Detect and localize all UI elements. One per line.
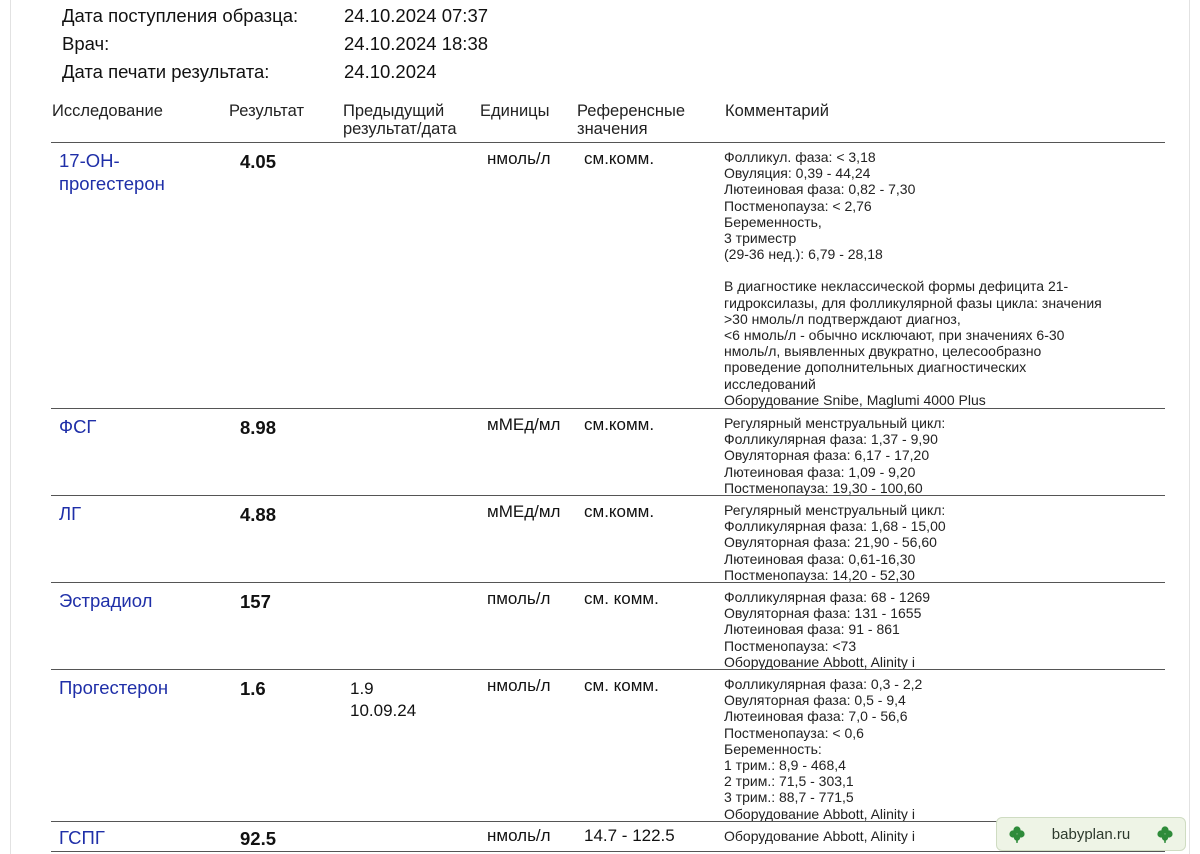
previous-date: 10.09.24	[350, 701, 417, 720]
header-comment: Комментарий	[725, 102, 829, 120]
comment-line: Овуляторная фаза: 6,17 - 17,20	[724, 447, 930, 464]
unit-value: нмоль/л	[487, 149, 551, 168]
comment-line: <6 нмоль/л - обычно исключают, при значениях 6-30	[724, 327, 1065, 344]
divider	[51, 851, 1165, 852]
comment-line: Постменопауза: < 0,6	[724, 724, 864, 741]
table-row	[11, 409, 1191, 494]
comment-line: Фолликул. фаза: < 3,18	[724, 149, 876, 165]
watermark-badge	[996, 817, 1186, 851]
clover-icon	[1007, 824, 1027, 844]
comment-line: Постменопауза: <73	[724, 637, 857, 654]
table-row	[11, 143, 1191, 408]
comment-line: Оборудование Snibe, Maglumi 4000 Plus	[724, 391, 986, 408]
comment-line: 3 триместр	[724, 230, 797, 247]
comment-line: (29-36 нед.): 6,79 - 28,18	[724, 246, 883, 263]
comment-line: Постменопауза: 19,30 - 100,60	[724, 479, 923, 496]
header-reference-line1: Референсные	[577, 102, 686, 120]
header-previous-line1: Предыдущий	[343, 102, 445, 120]
header-previous	[343, 102, 457, 138]
meta-label: Дата поступления образца:	[62, 5, 299, 26]
comment-line: Регулярный менструальный цикл:	[724, 415, 946, 431]
comment-line: Беременность,	[724, 213, 822, 230]
comment-line: Овуляторная фаза: 21,90 - 56,60	[724, 534, 937, 551]
comment-line: В диагностике неклассической формы дефицита 21-	[724, 278, 1069, 295]
comment-line: 2 трим.: 71,5 - 303,1	[724, 773, 854, 790]
result-value: 4.88	[240, 504, 277, 525]
watermark-text: babyplan.ru	[1051, 825, 1131, 843]
comment-text	[724, 149, 1164, 408]
unit-value: нмоль/л	[487, 676, 551, 695]
test-name: ГСПГ	[59, 827, 105, 848]
comment-line: Постменопауза: < 2,76	[724, 197, 872, 214]
comment-line: Оборудование Abbott, Alinity i	[724, 653, 915, 670]
table-row	[11, 496, 1191, 581]
result-value: 92.5	[240, 828, 277, 849]
lab-report-page	[10, 0, 1190, 854]
report-meta	[62, 2, 488, 86]
comment-line: Лютеиновая фаза: 0,82 - 7,30	[724, 181, 916, 198]
test-name: ЛГ	[59, 503, 82, 524]
reference-value: см.комм.	[584, 502, 655, 521]
comment-text	[724, 415, 1164, 496]
comment-line: Оборудование Abbott, Alinity i	[724, 805, 915, 822]
meta-value: 24.10.2024	[344, 61, 437, 82]
test-name-line: прогестерон	[59, 173, 165, 194]
comment-line: Беременность:	[724, 740, 822, 757]
comment-line: Постменопауза: 14,20 - 52,30	[724, 566, 915, 583]
comment-line: Лютеиновая фаза: 7,0 - 56,6	[724, 708, 908, 725]
comment-text	[724, 589, 1164, 670]
comment-line: гидроксилазы, для фолликулярной фазы цикла: значения	[724, 294, 1102, 311]
comment-text	[724, 676, 1164, 822]
comment-line: Овуляторная фаза: 131 - 1655	[724, 605, 922, 622]
meta-label: Врач:	[62, 33, 110, 54]
comment-line: Овуляторная фаза: 0,5 - 9,4	[724, 692, 906, 709]
header-result: Результат	[229, 102, 305, 120]
header-units: Единицы	[480, 102, 550, 120]
table-row	[11, 583, 1191, 668]
result-value: 8.98	[240, 417, 277, 438]
comment-line: Овуляция: 0,39 - 44,24	[724, 165, 871, 182]
clover-icon	[1155, 824, 1175, 844]
comment-line: Лютеиновая фаза: 0,61-16,30	[724, 550, 916, 567]
header-reference	[577, 102, 685, 138]
unit-value: мМЕд/мл	[487, 502, 561, 521]
comment-text	[724, 502, 1164, 583]
test-name	[59, 149, 209, 195]
comment-line: нмоль/л, выявленных двукратно, целесообразно	[724, 343, 1042, 360]
previous-value: 1.9	[350, 679, 374, 698]
header-test: Исследование	[52, 102, 163, 120]
test-name: Прогестерон	[59, 677, 169, 698]
result-value: 1.6	[240, 678, 266, 699]
reference-value: 14.7 - 122.5	[584, 826, 675, 845]
comment-line: 3 трим.: 88,7 - 771,5	[724, 789, 854, 806]
comment-line: проведение дополнительных диагностических	[724, 359, 1027, 376]
table-row	[11, 670, 1191, 820]
unit-value: пмоль/л	[487, 589, 551, 608]
comment-line: Фолликулярная фаза: 68 - 1269	[724, 589, 931, 605]
previous-result	[350, 678, 416, 722]
comment-line: 1 трим.: 8,9 - 468,4	[724, 757, 846, 774]
comment-line: Фолликулярная фаза: 0,3 - 2,2	[724, 676, 923, 692]
comment-line: Фолликулярная фаза: 1,37 - 9,90	[724, 431, 938, 448]
comment-line: исследований	[724, 375, 816, 392]
meta-label: Дата печати результата:	[62, 61, 270, 82]
test-name-line: 17-ОН-	[59, 150, 120, 171]
meta-row-doctor	[62, 30, 488, 58]
comment-line: Лютеиновая фаза: 91 - 861	[724, 621, 900, 638]
header-previous-line2: результат/дата	[343, 120, 457, 138]
meta-value: 24.10.2024 07:37	[344, 5, 489, 26]
comment-line: >30 нмоль/л подтверждают диагноз,	[724, 310, 961, 327]
reference-value: см. комм.	[584, 676, 659, 695]
comment-line: Оборудование Abbott, Alinity i	[724, 828, 915, 844]
meta-row-print-date	[62, 58, 488, 86]
unit-value: нмоль/л	[487, 826, 551, 845]
comment-gap	[724, 262, 1164, 278]
comment-line: Лютеиновая фаза: 1,09 - 9,20	[724, 463, 916, 480]
result-value: 4.05	[240, 151, 277, 172]
comment-line: Регулярный менструальный цикл:	[724, 502, 946, 518]
reference-value: см.комм.	[584, 149, 655, 168]
comment-line: Фолликулярная фаза: 1,68 - 15,00	[724, 518, 946, 535]
test-name: Эстрадиол	[59, 590, 153, 611]
test-name: ФСГ	[59, 416, 97, 437]
table-header	[11, 98, 1191, 140]
meta-value: 24.10.2024 18:38	[344, 33, 489, 54]
reference-value: см.комм.	[584, 415, 655, 434]
result-value: 157	[240, 591, 271, 612]
unit-value: мМЕд/мл	[487, 415, 561, 434]
header-reference-line2: значения	[577, 120, 648, 138]
meta-row-sample-date	[62, 2, 488, 30]
reference-value: см. комм.	[584, 589, 659, 608]
